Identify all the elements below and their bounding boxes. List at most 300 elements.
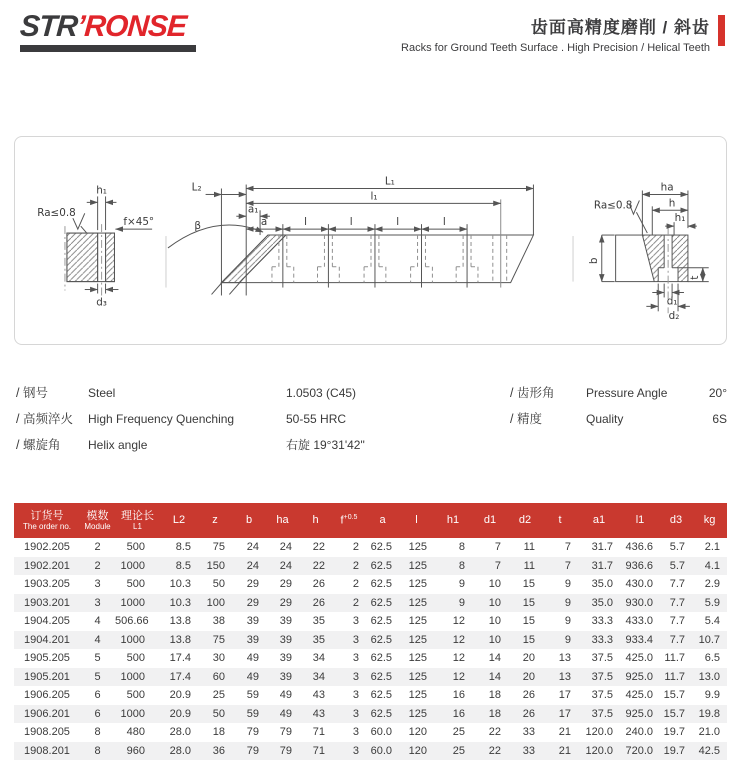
value-cell: 9.9 [704, 689, 720, 702]
value-cell: 49 [279, 689, 292, 702]
table-row [14, 686, 727, 705]
value-cell: 15 [522, 633, 535, 646]
value-cell: 15 [522, 615, 535, 628]
column-header: h [299, 503, 332, 538]
value-cell: 19.8 [698, 707, 720, 720]
value-cell: 8 [94, 744, 101, 757]
value-cell: 500 [126, 541, 145, 554]
value-cell: 62.5 [370, 707, 392, 720]
spec-value: 20° [708, 386, 727, 400]
value-cell: 14 [488, 670, 501, 683]
table-row [14, 557, 727, 576]
spec-label-en: Pressure Angle [586, 386, 668, 400]
value-cell: 125 [408, 652, 427, 665]
value-cell: 13 [558, 652, 571, 665]
brand-logo-text [19, 10, 201, 44]
value-cell: 18 [488, 689, 501, 702]
order-no-cell: 1908.205 [24, 726, 70, 739]
value-cell: 480 [126, 726, 145, 739]
value-cell: 12 [452, 615, 465, 628]
diagram-panel [14, 136, 727, 345]
table-row [14, 612, 727, 631]
value-cell: 3 [94, 596, 101, 609]
value-cell: 3 [352, 707, 359, 720]
value-cell: 125 [408, 670, 427, 683]
value-cell: 39 [279, 670, 292, 683]
value-cell: 20.9 [169, 689, 191, 702]
value-cell: 33 [522, 726, 535, 739]
label-ra-left: Ra≤0.8 [37, 207, 76, 220]
value-cell: 39 [246, 633, 259, 646]
page-subtitle: Racks for Ground Teeth Surface . High Precision / Helical Teeth [401, 42, 710, 54]
value-cell: 62.5 [370, 559, 392, 572]
value-cell: 12 [452, 670, 465, 683]
value-cell: 11 [523, 559, 535, 572]
label-ra-right: Ra≤0.8 [593, 199, 633, 212]
value-cell: 22 [312, 559, 325, 572]
value-cell: 30 [212, 652, 225, 665]
value-cell: 26 [312, 596, 325, 609]
value-cell: 120.0 [585, 744, 613, 757]
value-cell: 39 [246, 615, 259, 628]
order-no-cell: 1905.205 [24, 652, 70, 665]
value-cell: 38 [212, 615, 225, 628]
value-cell: 8 [94, 726, 101, 739]
value-cell: 9 [458, 596, 465, 609]
value-cell: 33.3 [591, 615, 613, 628]
column-header: t [542, 503, 578, 538]
value-cell: 25 [452, 726, 465, 739]
value-cell: 5.4 [704, 615, 720, 628]
order-no-cell: 1903.205 [24, 578, 70, 591]
order-no-cell: 1902.205 [24, 541, 70, 554]
value-cell: 7 [564, 541, 571, 554]
value-cell: 5 [94, 670, 101, 683]
spec-value: 右旋 19°31'42" [286, 438, 365, 452]
value-cell: 37.5 [591, 652, 613, 665]
order-no-cell: 1908.201 [24, 744, 70, 757]
value-cell: 100 [206, 596, 225, 609]
value-cell: 33 [522, 744, 535, 757]
table-row [14, 631, 727, 650]
value-cell: 2 [352, 559, 359, 572]
value-cell: 62.5 [370, 633, 392, 646]
column-header: L2 [160, 503, 198, 538]
end-section-diagram [65, 196, 155, 297]
value-cell: 60 [212, 670, 225, 683]
value-cell: 3 [352, 652, 359, 665]
table-row [14, 649, 727, 668]
logo-red-part: ’RONSE [75, 10, 188, 43]
value-cell: 6.5 [704, 652, 720, 665]
value-cell: 60.0 [370, 744, 392, 757]
value-cell: 13.8 [169, 633, 191, 646]
brand-logo [20, 10, 200, 52]
value-cell: 11 [523, 541, 535, 554]
value-cell: 7.7 [669, 633, 685, 646]
logo-underline [20, 45, 196, 52]
value-cell: 9 [458, 578, 465, 591]
value-cell: 12 [452, 652, 465, 665]
value-cell: 1000 [120, 559, 145, 572]
column-header: $f^{+0.5}$ [332, 503, 366, 538]
spec-row-steel [16, 383, 486, 409]
value-cell: 25 [212, 689, 225, 702]
column-header: z [198, 503, 232, 538]
value-cell: 26 [522, 689, 535, 702]
value-cell: 19.7 [663, 744, 685, 757]
value-cell: 5.7 [669, 541, 685, 554]
value-cell: 425.0 [625, 689, 653, 702]
value-cell: 26 [522, 707, 535, 720]
label-h: h [668, 197, 676, 210]
column-header: l [399, 503, 434, 538]
value-cell: 34 [312, 670, 325, 683]
value-cell: 8.5 [175, 559, 191, 572]
value-cell: 3 [352, 670, 359, 683]
value-cell: 2 [352, 596, 359, 609]
column-header: d2 [508, 503, 542, 538]
value-cell: 720.0 [625, 744, 653, 757]
value-cell: 17.4 [169, 652, 191, 665]
order-no-cell: 1904.201 [24, 633, 70, 646]
value-cell: 16 [452, 689, 465, 702]
value-cell: 62.5 [370, 615, 392, 628]
value-cell: 9 [564, 633, 571, 646]
value-cell: 3 [352, 726, 359, 739]
spec-label-en: Helix angle [88, 438, 148, 452]
column-header: d3 [660, 503, 692, 538]
label-h1-right: h₁ [674, 212, 686, 225]
value-cell: 500 [126, 652, 145, 665]
label-b: b [587, 257, 600, 265]
value-cell: 3 [352, 615, 359, 628]
value-cell: 7.7 [669, 578, 685, 591]
value-cell: 31.7 [591, 541, 613, 554]
value-cell: 11.7 [664, 670, 685, 683]
label-L1: L₁ [384, 175, 395, 188]
value-cell: 21 [558, 726, 571, 739]
value-cell: 14 [488, 652, 501, 665]
page-title: 齿面高精度磨削 / 斜齿 [530, 18, 710, 37]
value-cell: 7.7 [669, 615, 685, 628]
table-row [14, 575, 727, 594]
value-cell: 26 [312, 578, 325, 591]
value-cell: 18 [488, 707, 501, 720]
order-no-cell: 1903.201 [24, 596, 70, 609]
spec-value: 1.0503 (C45) [286, 386, 357, 400]
value-cell: 10.3 [169, 578, 191, 591]
column-header: 订货号 The order no. [14, 503, 80, 538]
value-cell: 20.9 [169, 707, 191, 720]
value-cell: 39 [279, 652, 292, 665]
value-cell: 7 [564, 559, 571, 572]
value-cell: 49 [246, 652, 259, 665]
spec-label-zh: / 精度 [510, 412, 542, 426]
value-cell: 13.8 [169, 615, 191, 628]
value-cell: 2 [352, 578, 359, 591]
value-cell: 59 [246, 689, 259, 702]
label-t: t [688, 275, 701, 280]
value-cell: 5.7 [669, 559, 685, 572]
table-row [14, 742, 727, 761]
spec-label-zh: / 齿形角 [510, 386, 555, 400]
spec-label-zh: / 螺旋角 [16, 438, 61, 452]
value-cell: 3 [94, 578, 101, 591]
value-cell: 150 [206, 559, 225, 572]
label-l-2: l [349, 216, 353, 229]
value-cell: 240.0 [625, 726, 653, 739]
value-cell: 10.3 [169, 596, 191, 609]
value-cell: 35.0 [591, 596, 613, 609]
value-cell: 18 [212, 726, 225, 739]
value-cell: 436.6 [625, 541, 653, 554]
value-cell: 62.5 [370, 652, 392, 665]
label-h1-left: h₁ [96, 184, 107, 197]
label-l1: l₁ [370, 190, 378, 203]
value-cell: 8 [458, 559, 465, 572]
order-no-cell: 1906.201 [24, 707, 70, 720]
value-cell: 21.0 [698, 726, 720, 739]
value-cell: 29 [279, 596, 292, 609]
value-cell: 125 [408, 559, 427, 572]
label-a1: a₁ [247, 203, 259, 216]
value-cell: 1000 [120, 670, 145, 683]
logo-dark-part: STR [18, 10, 79, 43]
label-l-1: l [304, 216, 308, 229]
table-row [14, 705, 727, 724]
value-cell: 7 [494, 559, 501, 572]
value-cell: 9 [564, 615, 571, 628]
value-cell: 125 [408, 541, 427, 554]
value-cell: 4 [94, 633, 101, 646]
value-cell: 62.5 [370, 689, 392, 702]
value-cell: 21 [558, 744, 571, 757]
order-no-cell: 1904.205 [24, 615, 70, 628]
value-cell: 10 [488, 633, 501, 646]
value-cell: 42.5 [698, 744, 720, 757]
value-cell: 31.7 [591, 559, 613, 572]
value-cell: 16 [452, 707, 465, 720]
value-cell: 500 [126, 578, 145, 591]
column-header: a1 [578, 503, 620, 538]
table-row [14, 668, 727, 687]
value-cell: 24 [246, 559, 259, 572]
label-L2: L₂ [191, 181, 202, 194]
value-cell: 15 [522, 578, 535, 591]
column-header: l1 [620, 503, 660, 538]
label-ha: ha [660, 181, 674, 194]
value-cell: 1000 [120, 596, 145, 609]
value-cell: 79 [279, 726, 292, 739]
value-cell: 50 [212, 707, 225, 720]
column-header: h1 [434, 503, 472, 538]
value-cell: 59 [246, 707, 259, 720]
value-cell: 925.0 [625, 670, 653, 683]
value-cell: 79 [246, 726, 259, 739]
value-cell: 500 [126, 689, 145, 702]
value-cell: 22 [488, 744, 501, 757]
value-cell: 4.1 [704, 559, 720, 572]
value-cell: 933.4 [625, 633, 653, 646]
value-cell: 120.0 [585, 726, 613, 739]
column-header: a [366, 503, 399, 538]
column-header: b [232, 503, 266, 538]
spec-value: 6S [712, 412, 727, 426]
table-row [14, 538, 727, 557]
label-f45: f×45° [123, 216, 155, 229]
value-cell: 79 [246, 744, 259, 757]
spec-label-en: Quality [586, 412, 624, 426]
spec-label-zh: / 钢号 [16, 386, 48, 400]
value-cell: 22 [488, 726, 501, 739]
specs-right-column [510, 383, 727, 435]
value-cell: 433.0 [625, 615, 653, 628]
order-no-cell: 1902.201 [24, 559, 70, 572]
value-cell: 29 [279, 578, 292, 591]
value-cell: 35 [312, 633, 325, 646]
label-l-4: l [442, 216, 446, 229]
value-cell: 1000 [120, 633, 145, 646]
order-no-cell: 1905.201 [24, 670, 70, 683]
value-cell: 430.0 [625, 578, 653, 591]
label-beta: β [194, 220, 201, 233]
value-cell: 15 [522, 596, 535, 609]
column-header: kg [692, 503, 727, 538]
value-cell: 29 [246, 596, 259, 609]
value-cell: 3 [352, 744, 359, 757]
value-cell: 506.66 [115, 615, 149, 628]
value-cell: 10 [488, 615, 501, 628]
value-cell: 6 [94, 707, 101, 720]
label-a: a [260, 216, 268, 229]
value-cell: 62.5 [370, 670, 392, 683]
value-cell: 62.5 [370, 541, 392, 554]
column-header: 理论长 L1 [115, 503, 160, 538]
accent-bar [718, 15, 725, 46]
value-cell: 15.7 [663, 689, 685, 702]
value-cell: 3 [352, 689, 359, 702]
value-cell: 960 [126, 744, 145, 757]
spec-label-en: High Frequency Quenching [88, 412, 235, 426]
page-title-block [401, 13, 710, 54]
value-cell: 11.7 [664, 652, 685, 665]
header-row [14, 503, 727, 538]
label-d3: d₃ [96, 296, 107, 309]
column-header: d1 [472, 503, 508, 538]
value-cell: 8 [458, 541, 465, 554]
value-cell: 125 [408, 633, 427, 646]
value-cell: 125 [408, 689, 427, 702]
value-cell: 8.5 [175, 541, 191, 554]
value-cell: 75 [212, 633, 225, 646]
table-row [14, 594, 727, 613]
value-cell: 49 [246, 670, 259, 683]
value-cell: 6 [94, 689, 101, 702]
value-cell: 425.0 [625, 652, 653, 665]
value-cell: 3 [352, 633, 359, 646]
value-cell: 17.4 [169, 670, 191, 683]
spec-row-quenching [16, 409, 486, 435]
value-cell: 39 [279, 633, 292, 646]
parts-table-wrap [14, 503, 727, 760]
value-cell: 24 [279, 541, 292, 554]
value-cell: 2 [352, 541, 359, 554]
spec-label-zh: / 高频淬火 [16, 412, 73, 426]
value-cell: 28.0 [169, 744, 191, 757]
table-header [14, 503, 727, 538]
value-cell: 71 [312, 726, 325, 739]
value-cell: 2.1 [704, 541, 720, 554]
value-cell: 10.7 [698, 633, 720, 646]
label-l-3: l [396, 216, 400, 229]
value-cell: 936.6 [625, 559, 653, 572]
value-cell: 925.0 [625, 707, 653, 720]
value-cell: 20 [522, 670, 535, 683]
value-cell: 125 [408, 596, 427, 609]
value-cell: 17 [558, 707, 571, 720]
value-cell: 2 [94, 541, 101, 554]
parts-table [14, 503, 727, 760]
value-cell: 13 [558, 670, 571, 683]
value-cell: 24 [246, 541, 259, 554]
value-cell: 17 [558, 689, 571, 702]
value-cell: 13.0 [698, 670, 720, 683]
value-cell: 9 [564, 596, 571, 609]
value-cell: 1000 [120, 707, 145, 720]
value-cell: 28.0 [169, 726, 191, 739]
value-cell: 5 [94, 652, 101, 665]
value-cell: 24 [279, 559, 292, 572]
value-cell: 15.7 [663, 707, 685, 720]
value-cell: 37.5 [591, 689, 613, 702]
spec-row-helix-angle [16, 435, 486, 461]
value-cell: 75 [212, 541, 225, 554]
value-cell: 125 [408, 615, 427, 628]
value-cell: 9 [564, 578, 571, 591]
value-cell: 29 [246, 578, 259, 591]
spec-value: 50-55 HRC [286, 412, 347, 426]
column-header: ha [266, 503, 299, 538]
value-cell: 5.9 [704, 596, 720, 609]
value-cell: 120 [408, 726, 427, 739]
order-no-cell: 1906.205 [24, 689, 70, 702]
spec-row-pressure-angle [510, 383, 727, 409]
table-body [14, 538, 727, 760]
value-cell: 43 [312, 707, 325, 720]
value-cell: 22 [312, 541, 325, 554]
value-cell: 10 [488, 578, 501, 591]
value-cell: 60.0 [370, 726, 392, 739]
value-cell: 35 [312, 615, 325, 628]
column-header: 模数 Module [80, 503, 115, 538]
value-cell: 50 [212, 578, 225, 591]
label-d2: d₂ [668, 310, 680, 323]
value-cell: 10 [488, 596, 501, 609]
value-cell: 37.5 [591, 670, 613, 683]
spec-row-quality [510, 409, 727, 435]
value-cell: 37.5 [591, 707, 613, 720]
value-cell: 49 [279, 707, 292, 720]
value-cell: 7.7 [669, 596, 685, 609]
value-cell: 2.9 [704, 578, 720, 591]
value-cell: 34 [312, 652, 325, 665]
spec-label-en: Steel [88, 386, 116, 400]
value-cell: 7 [494, 541, 501, 554]
value-cell: 120 [408, 744, 427, 757]
value-cell: 33.3 [591, 633, 613, 646]
value-cell: 20 [522, 652, 535, 665]
